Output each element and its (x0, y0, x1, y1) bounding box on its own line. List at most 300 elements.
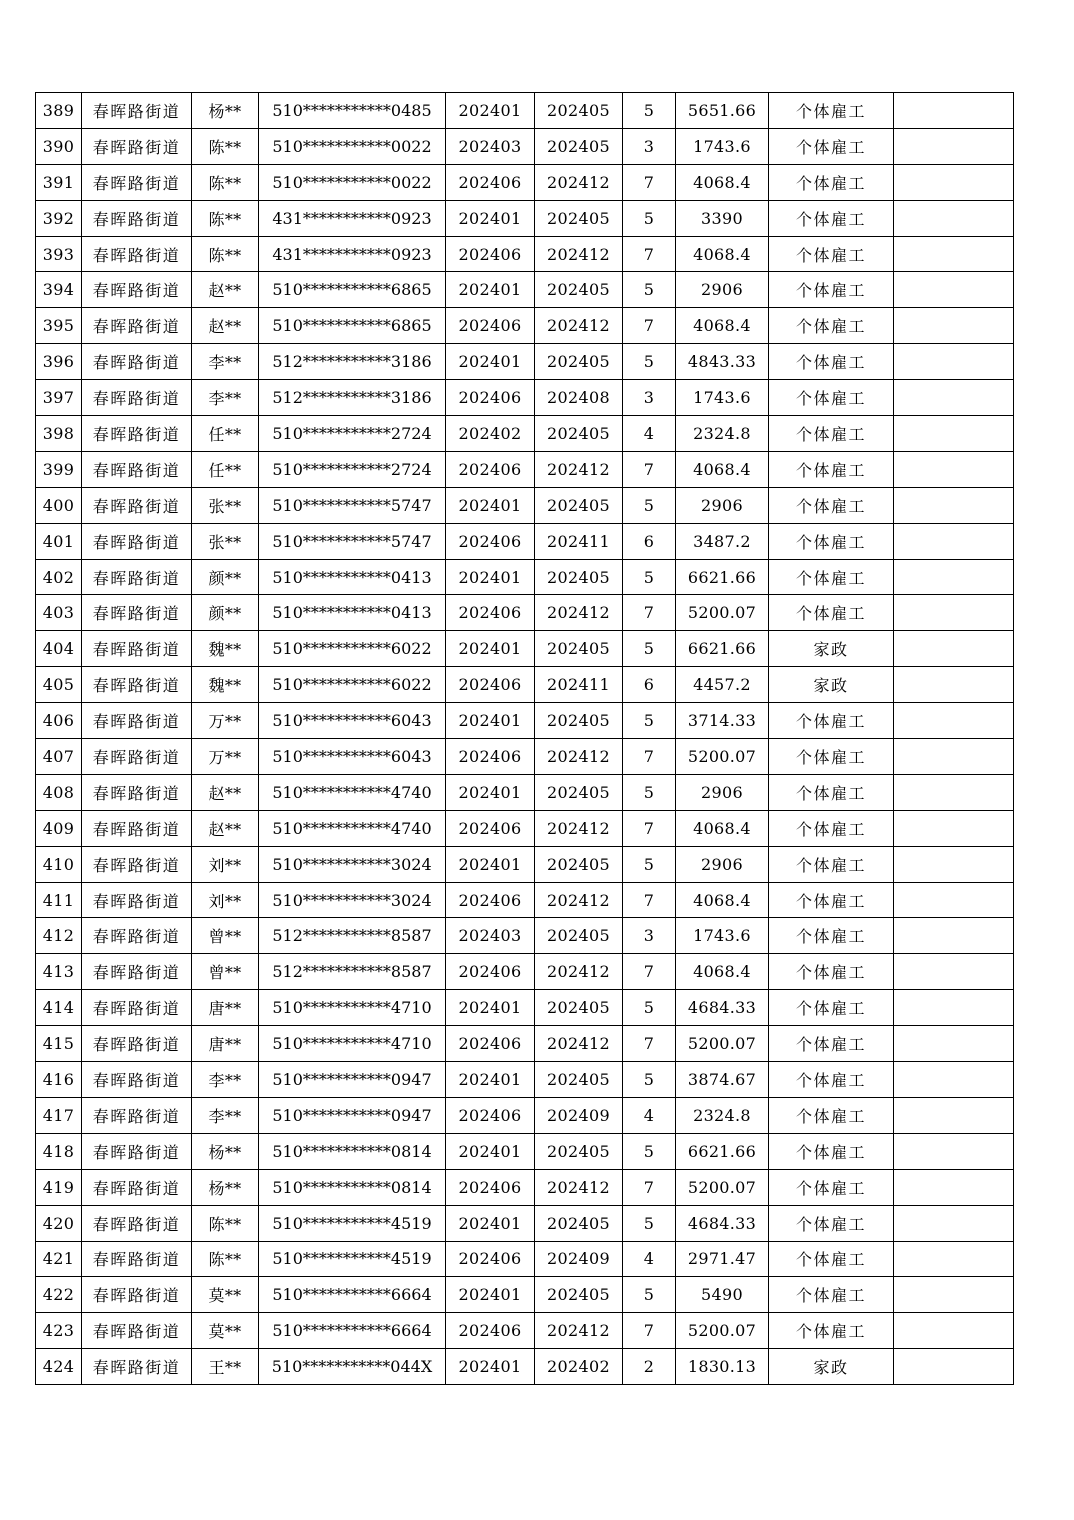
end-month-cell: 202412 (535, 164, 623, 200)
seq-number-cell: 391 (36, 164, 82, 200)
seq-number-cell: 406 (36, 703, 82, 739)
table-row (36, 451, 1014, 487)
table-row (36, 1277, 1014, 1313)
start-month-cell: 202406 (446, 380, 535, 416)
name-cell: 李** (192, 1062, 259, 1098)
name-cell: 刘** (192, 882, 259, 918)
amount-cell: 4843.33 (676, 344, 769, 380)
table-row (36, 272, 1014, 308)
id-number-cell: 510***********6664 (259, 1313, 446, 1349)
street-cell: 春晖路街道 (82, 739, 192, 775)
months-cell: 7 (623, 739, 676, 775)
name-cell: 陈** (192, 1241, 259, 1277)
table-row (36, 523, 1014, 559)
amount-cell: 6621.66 (676, 631, 769, 667)
employment-type-cell: 家政 (769, 631, 894, 667)
table-row (36, 1133, 1014, 1169)
seq-number-cell: 400 (36, 487, 82, 523)
start-month-cell: 202401 (446, 1205, 535, 1241)
remark-cell (894, 272, 1014, 308)
employment-type-cell: 个体雇工 (769, 128, 894, 164)
amount-cell: 2906 (676, 272, 769, 308)
end-month-cell: 202405 (535, 703, 623, 739)
amount-cell: 3874.67 (676, 1062, 769, 1098)
table-row (36, 1349, 1014, 1385)
table-row (36, 882, 1014, 918)
employment-type-cell: 个体雇工 (769, 918, 894, 954)
street-cell: 春晖路街道 (82, 308, 192, 344)
id-number-cell: 510***********0022 (259, 164, 446, 200)
remark-cell (894, 1026, 1014, 1062)
remark-cell (894, 990, 1014, 1026)
remark-cell (894, 308, 1014, 344)
table-row (36, 236, 1014, 272)
seq-number-cell: 414 (36, 990, 82, 1026)
end-month-cell: 202409 (535, 1241, 623, 1277)
remark-cell (894, 559, 1014, 595)
street-cell: 春晖路街道 (82, 416, 192, 452)
remark-cell (894, 344, 1014, 380)
table-row (36, 1313, 1014, 1349)
name-cell: 刘** (192, 846, 259, 882)
seq-number-cell: 393 (36, 236, 82, 272)
seq-number-cell: 401 (36, 523, 82, 559)
table-row (36, 344, 1014, 380)
street-cell: 春晖路街道 (82, 954, 192, 990)
name-cell: 李** (192, 344, 259, 380)
employment-type-cell: 个体雇工 (769, 559, 894, 595)
name-cell: 万** (192, 703, 259, 739)
street-cell: 春晖路街道 (82, 451, 192, 487)
employment-type-cell: 个体雇工 (769, 954, 894, 990)
id-number-cell: 510***********0814 (259, 1133, 446, 1169)
remark-cell (894, 1313, 1014, 1349)
id-number-cell: 510***********0413 (259, 595, 446, 631)
employment-type-cell: 个体雇工 (769, 1062, 894, 1098)
name-cell: 颜** (192, 559, 259, 595)
start-month-cell: 202406 (446, 882, 535, 918)
start-month-cell: 202401 (446, 1349, 535, 1385)
start-month-cell: 202406 (446, 1313, 535, 1349)
employment-type-cell: 个体雇工 (769, 882, 894, 918)
start-month-cell: 202406 (446, 236, 535, 272)
end-month-cell: 202412 (535, 954, 623, 990)
start-month-cell: 202401 (446, 631, 535, 667)
name-cell: 赵** (192, 308, 259, 344)
employment-type-cell: 个体雇工 (769, 739, 894, 775)
months-cell: 5 (623, 631, 676, 667)
street-cell: 春晖路街道 (82, 200, 192, 236)
table-row (36, 667, 1014, 703)
name-cell: 陈** (192, 128, 259, 164)
table-row (36, 739, 1014, 775)
remark-cell (894, 451, 1014, 487)
months-cell: 5 (623, 1062, 676, 1098)
remark-cell (894, 523, 1014, 559)
amount-cell: 2324.8 (676, 1097, 769, 1133)
start-month-cell: 202403 (446, 128, 535, 164)
months-cell: 7 (623, 308, 676, 344)
amount-cell: 5200.07 (676, 595, 769, 631)
employment-type-cell: 个体雇工 (769, 846, 894, 882)
seq-number-cell: 398 (36, 416, 82, 452)
table-row (36, 774, 1014, 810)
id-number-cell: 431***********0923 (259, 200, 446, 236)
amount-cell: 4068.4 (676, 954, 769, 990)
end-month-cell: 202412 (535, 1313, 623, 1349)
start-month-cell: 202401 (446, 200, 535, 236)
end-month-cell: 202412 (535, 308, 623, 344)
employment-type-cell: 个体雇工 (769, 451, 894, 487)
start-month-cell: 202401 (446, 93, 535, 129)
seq-number-cell: 409 (36, 810, 82, 846)
end-month-cell: 202405 (535, 128, 623, 164)
street-cell: 春晖路街道 (82, 1349, 192, 1385)
end-month-cell: 202405 (535, 416, 623, 452)
months-cell: 5 (623, 990, 676, 1026)
end-month-cell: 202405 (535, 559, 623, 595)
start-month-cell: 202401 (446, 487, 535, 523)
data-table (35, 92, 1014, 1385)
end-month-cell: 202412 (535, 451, 623, 487)
amount-cell: 2971.47 (676, 1241, 769, 1277)
months-cell: 7 (623, 164, 676, 200)
remark-cell (894, 739, 1014, 775)
name-cell: 曾** (192, 954, 259, 990)
amount-cell: 2906 (676, 846, 769, 882)
remark-cell (894, 1062, 1014, 1098)
remark-cell (894, 1205, 1014, 1241)
start-month-cell: 202406 (446, 451, 535, 487)
remark-cell (894, 416, 1014, 452)
start-month-cell: 202406 (446, 1097, 535, 1133)
months-cell: 5 (623, 559, 676, 595)
months-cell: 5 (623, 774, 676, 810)
table-row (36, 703, 1014, 739)
start-month-cell: 202401 (446, 559, 535, 595)
id-number-cell: 510***********6865 (259, 272, 446, 308)
employment-type-cell: 个体雇工 (769, 1277, 894, 1313)
employment-type-cell: 个体雇工 (769, 93, 894, 129)
end-month-cell: 202411 (535, 667, 623, 703)
remark-cell (894, 1277, 1014, 1313)
end-month-cell: 202405 (535, 846, 623, 882)
end-month-cell: 202412 (535, 810, 623, 846)
id-number-cell: 512***********8587 (259, 918, 446, 954)
seq-number-cell: 399 (36, 451, 82, 487)
start-month-cell: 202401 (446, 990, 535, 1026)
amount-cell: 2906 (676, 487, 769, 523)
end-month-cell: 202405 (535, 774, 623, 810)
seq-number-cell: 405 (36, 667, 82, 703)
employment-type-cell: 个体雇工 (769, 200, 894, 236)
remark-cell (894, 487, 1014, 523)
start-month-cell: 202401 (446, 703, 535, 739)
seq-number-cell: 413 (36, 954, 82, 990)
end-month-cell: 202412 (535, 236, 623, 272)
remark-cell (894, 703, 1014, 739)
end-month-cell: 202412 (535, 1169, 623, 1205)
table-row (36, 416, 1014, 452)
remark-cell (894, 774, 1014, 810)
months-cell: 4 (623, 416, 676, 452)
remark-cell (894, 631, 1014, 667)
street-cell: 春晖路街道 (82, 918, 192, 954)
id-number-cell: 510***********5747 (259, 487, 446, 523)
amount-cell: 5200.07 (676, 1313, 769, 1349)
remark-cell (894, 1133, 1014, 1169)
street-cell: 春晖路街道 (82, 810, 192, 846)
street-cell: 春晖路街道 (82, 559, 192, 595)
months-cell: 5 (623, 1133, 676, 1169)
end-month-cell: 202405 (535, 918, 623, 954)
table-row (36, 308, 1014, 344)
amount-cell: 4068.4 (676, 308, 769, 344)
employment-type-cell: 个体雇工 (769, 595, 894, 631)
table-row (36, 918, 1014, 954)
months-cell: 7 (623, 954, 676, 990)
months-cell: 6 (623, 523, 676, 559)
seq-number-cell: 422 (36, 1277, 82, 1313)
seq-number-cell: 408 (36, 774, 82, 810)
seq-number-cell: 390 (36, 128, 82, 164)
table-row (36, 595, 1014, 631)
id-number-cell: 512***********8587 (259, 954, 446, 990)
end-month-cell: 202405 (535, 487, 623, 523)
table-row (36, 164, 1014, 200)
employment-type-cell: 家政 (769, 1349, 894, 1385)
name-cell: 张** (192, 523, 259, 559)
end-month-cell: 202405 (535, 1062, 623, 1098)
amount-cell: 6621.66 (676, 1133, 769, 1169)
street-cell: 春晖路街道 (82, 1205, 192, 1241)
id-number-cell: 510***********3024 (259, 846, 446, 882)
employment-type-cell: 个体雇工 (769, 1097, 894, 1133)
months-cell: 3 (623, 380, 676, 416)
seq-number-cell: 407 (36, 739, 82, 775)
seq-number-cell: 416 (36, 1062, 82, 1098)
remark-cell (894, 810, 1014, 846)
remark-cell (894, 1241, 1014, 1277)
street-cell: 春晖路街道 (82, 1313, 192, 1349)
id-number-cell: 510***********0485 (259, 93, 446, 129)
months-cell: 6 (623, 667, 676, 703)
id-number-cell: 510***********044X (259, 1349, 446, 1385)
employment-type-cell: 个体雇工 (769, 487, 894, 523)
months-cell: 5 (623, 93, 676, 129)
months-cell: 3 (623, 918, 676, 954)
remark-cell (894, 93, 1014, 129)
name-cell: 王** (192, 1349, 259, 1385)
id-number-cell: 510***********6022 (259, 667, 446, 703)
street-cell: 春晖路街道 (82, 380, 192, 416)
start-month-cell: 202406 (446, 1026, 535, 1062)
name-cell: 杨** (192, 1133, 259, 1169)
name-cell: 万** (192, 739, 259, 775)
employment-type-cell: 个体雇工 (769, 344, 894, 380)
employment-type-cell: 个体雇工 (769, 703, 894, 739)
amount-cell: 4457.2 (676, 667, 769, 703)
months-cell: 5 (623, 846, 676, 882)
end-month-cell: 202405 (535, 990, 623, 1026)
street-cell: 春晖路街道 (82, 882, 192, 918)
start-month-cell: 202406 (446, 595, 535, 631)
amount-cell: 1743.6 (676, 380, 769, 416)
remark-cell (894, 667, 1014, 703)
table-body (36, 93, 1014, 1385)
name-cell: 李** (192, 1097, 259, 1133)
table-row (36, 487, 1014, 523)
table-row (36, 1205, 1014, 1241)
end-month-cell: 202405 (535, 344, 623, 380)
id-number-cell: 510***********4519 (259, 1241, 446, 1277)
seq-number-cell: 411 (36, 882, 82, 918)
months-cell: 5 (623, 200, 676, 236)
seq-number-cell: 389 (36, 93, 82, 129)
seq-number-cell: 395 (36, 308, 82, 344)
months-cell: 5 (623, 344, 676, 380)
amount-cell: 4068.4 (676, 236, 769, 272)
name-cell: 杨** (192, 93, 259, 129)
months-cell: 7 (623, 1169, 676, 1205)
remark-cell (894, 1097, 1014, 1133)
remark-cell (894, 1169, 1014, 1205)
name-cell: 魏** (192, 667, 259, 703)
employment-type-cell: 个体雇工 (769, 236, 894, 272)
table-row (36, 1026, 1014, 1062)
end-month-cell: 202409 (535, 1097, 623, 1133)
end-month-cell: 202412 (535, 595, 623, 631)
months-cell: 5 (623, 272, 676, 308)
street-cell: 春晖路街道 (82, 595, 192, 631)
seq-number-cell: 396 (36, 344, 82, 380)
end-month-cell: 202405 (535, 1133, 623, 1169)
remark-cell (894, 595, 1014, 631)
months-cell: 3 (623, 128, 676, 164)
end-month-cell: 202412 (535, 1026, 623, 1062)
months-cell: 2 (623, 1349, 676, 1385)
seq-number-cell: 424 (36, 1349, 82, 1385)
employment-type-cell: 家政 (769, 667, 894, 703)
end-month-cell: 202412 (535, 739, 623, 775)
seq-number-cell: 402 (36, 559, 82, 595)
employment-type-cell: 个体雇工 (769, 1205, 894, 1241)
table-row (36, 631, 1014, 667)
amount-cell: 2906 (676, 774, 769, 810)
id-number-cell: 510***********4710 (259, 1026, 446, 1062)
end-month-cell: 202405 (535, 1277, 623, 1313)
seq-number-cell: 415 (36, 1026, 82, 1062)
remark-cell (894, 200, 1014, 236)
employment-type-cell: 个体雇工 (769, 1026, 894, 1062)
start-month-cell: 202401 (446, 774, 535, 810)
id-number-cell: 510***********0947 (259, 1062, 446, 1098)
street-cell: 春晖路街道 (82, 272, 192, 308)
table-row (36, 990, 1014, 1026)
table-row (36, 559, 1014, 595)
amount-cell: 6621.66 (676, 559, 769, 595)
name-cell: 莫** (192, 1277, 259, 1313)
name-cell: 李** (192, 380, 259, 416)
amount-cell: 4684.33 (676, 1205, 769, 1241)
name-cell: 赵** (192, 810, 259, 846)
street-cell: 春晖路街道 (82, 1097, 192, 1133)
seq-number-cell: 394 (36, 272, 82, 308)
months-cell: 5 (623, 487, 676, 523)
months-cell: 4 (623, 1241, 676, 1277)
remark-cell (894, 380, 1014, 416)
seq-number-cell: 423 (36, 1313, 82, 1349)
start-month-cell: 202406 (446, 1241, 535, 1277)
start-month-cell: 202406 (446, 164, 535, 200)
name-cell: 张** (192, 487, 259, 523)
employment-type-cell: 个体雇工 (769, 272, 894, 308)
amount-cell: 3487.2 (676, 523, 769, 559)
start-month-cell: 202401 (446, 846, 535, 882)
amount-cell: 3714.33 (676, 703, 769, 739)
name-cell: 陈** (192, 200, 259, 236)
start-month-cell: 202406 (446, 739, 535, 775)
street-cell: 春晖路街道 (82, 990, 192, 1026)
street-cell: 春晖路街道 (82, 1277, 192, 1313)
seq-number-cell: 412 (36, 918, 82, 954)
name-cell: 唐** (192, 990, 259, 1026)
street-cell: 春晖路街道 (82, 1133, 192, 1169)
amount-cell: 5651.66 (676, 93, 769, 129)
end-month-cell: 202405 (535, 1205, 623, 1241)
street-cell: 春晖路街道 (82, 667, 192, 703)
remark-cell (894, 918, 1014, 954)
street-cell: 春晖路街道 (82, 1169, 192, 1205)
name-cell: 赵** (192, 774, 259, 810)
id-number-cell: 510***********4740 (259, 810, 446, 846)
amount-cell: 1743.6 (676, 918, 769, 954)
end-month-cell: 202412 (535, 882, 623, 918)
months-cell: 7 (623, 595, 676, 631)
employment-type-cell: 个体雇工 (769, 1133, 894, 1169)
id-number-cell: 510***********6043 (259, 739, 446, 775)
seq-number-cell: 404 (36, 631, 82, 667)
amount-cell: 5490 (676, 1277, 769, 1313)
remark-cell (894, 1349, 1014, 1385)
seq-number-cell: 397 (36, 380, 82, 416)
seq-number-cell: 419 (36, 1169, 82, 1205)
id-number-cell: 510***********6022 (259, 631, 446, 667)
employment-type-cell: 个体雇工 (769, 523, 894, 559)
name-cell: 魏** (192, 631, 259, 667)
start-month-cell: 202402 (446, 416, 535, 452)
street-cell: 春晖路街道 (82, 523, 192, 559)
name-cell: 颜** (192, 595, 259, 631)
name-cell: 杨** (192, 1169, 259, 1205)
street-cell: 春晖路街道 (82, 1026, 192, 1062)
amount-cell: 3390 (676, 200, 769, 236)
start-month-cell: 202401 (446, 1133, 535, 1169)
employment-type-cell: 个体雇工 (769, 990, 894, 1026)
amount-cell: 1743.6 (676, 128, 769, 164)
id-number-cell: 510***********0413 (259, 559, 446, 595)
employment-type-cell: 个体雇工 (769, 1241, 894, 1277)
seq-number-cell: 421 (36, 1241, 82, 1277)
street-cell: 春晖路街道 (82, 164, 192, 200)
employment-type-cell: 个体雇工 (769, 1313, 894, 1349)
end-month-cell: 202405 (535, 200, 623, 236)
id-number-cell: 510***********4519 (259, 1205, 446, 1241)
end-month-cell: 202408 (535, 380, 623, 416)
name-cell: 陈** (192, 1205, 259, 1241)
table-row (36, 1097, 1014, 1133)
seq-number-cell: 403 (36, 595, 82, 631)
